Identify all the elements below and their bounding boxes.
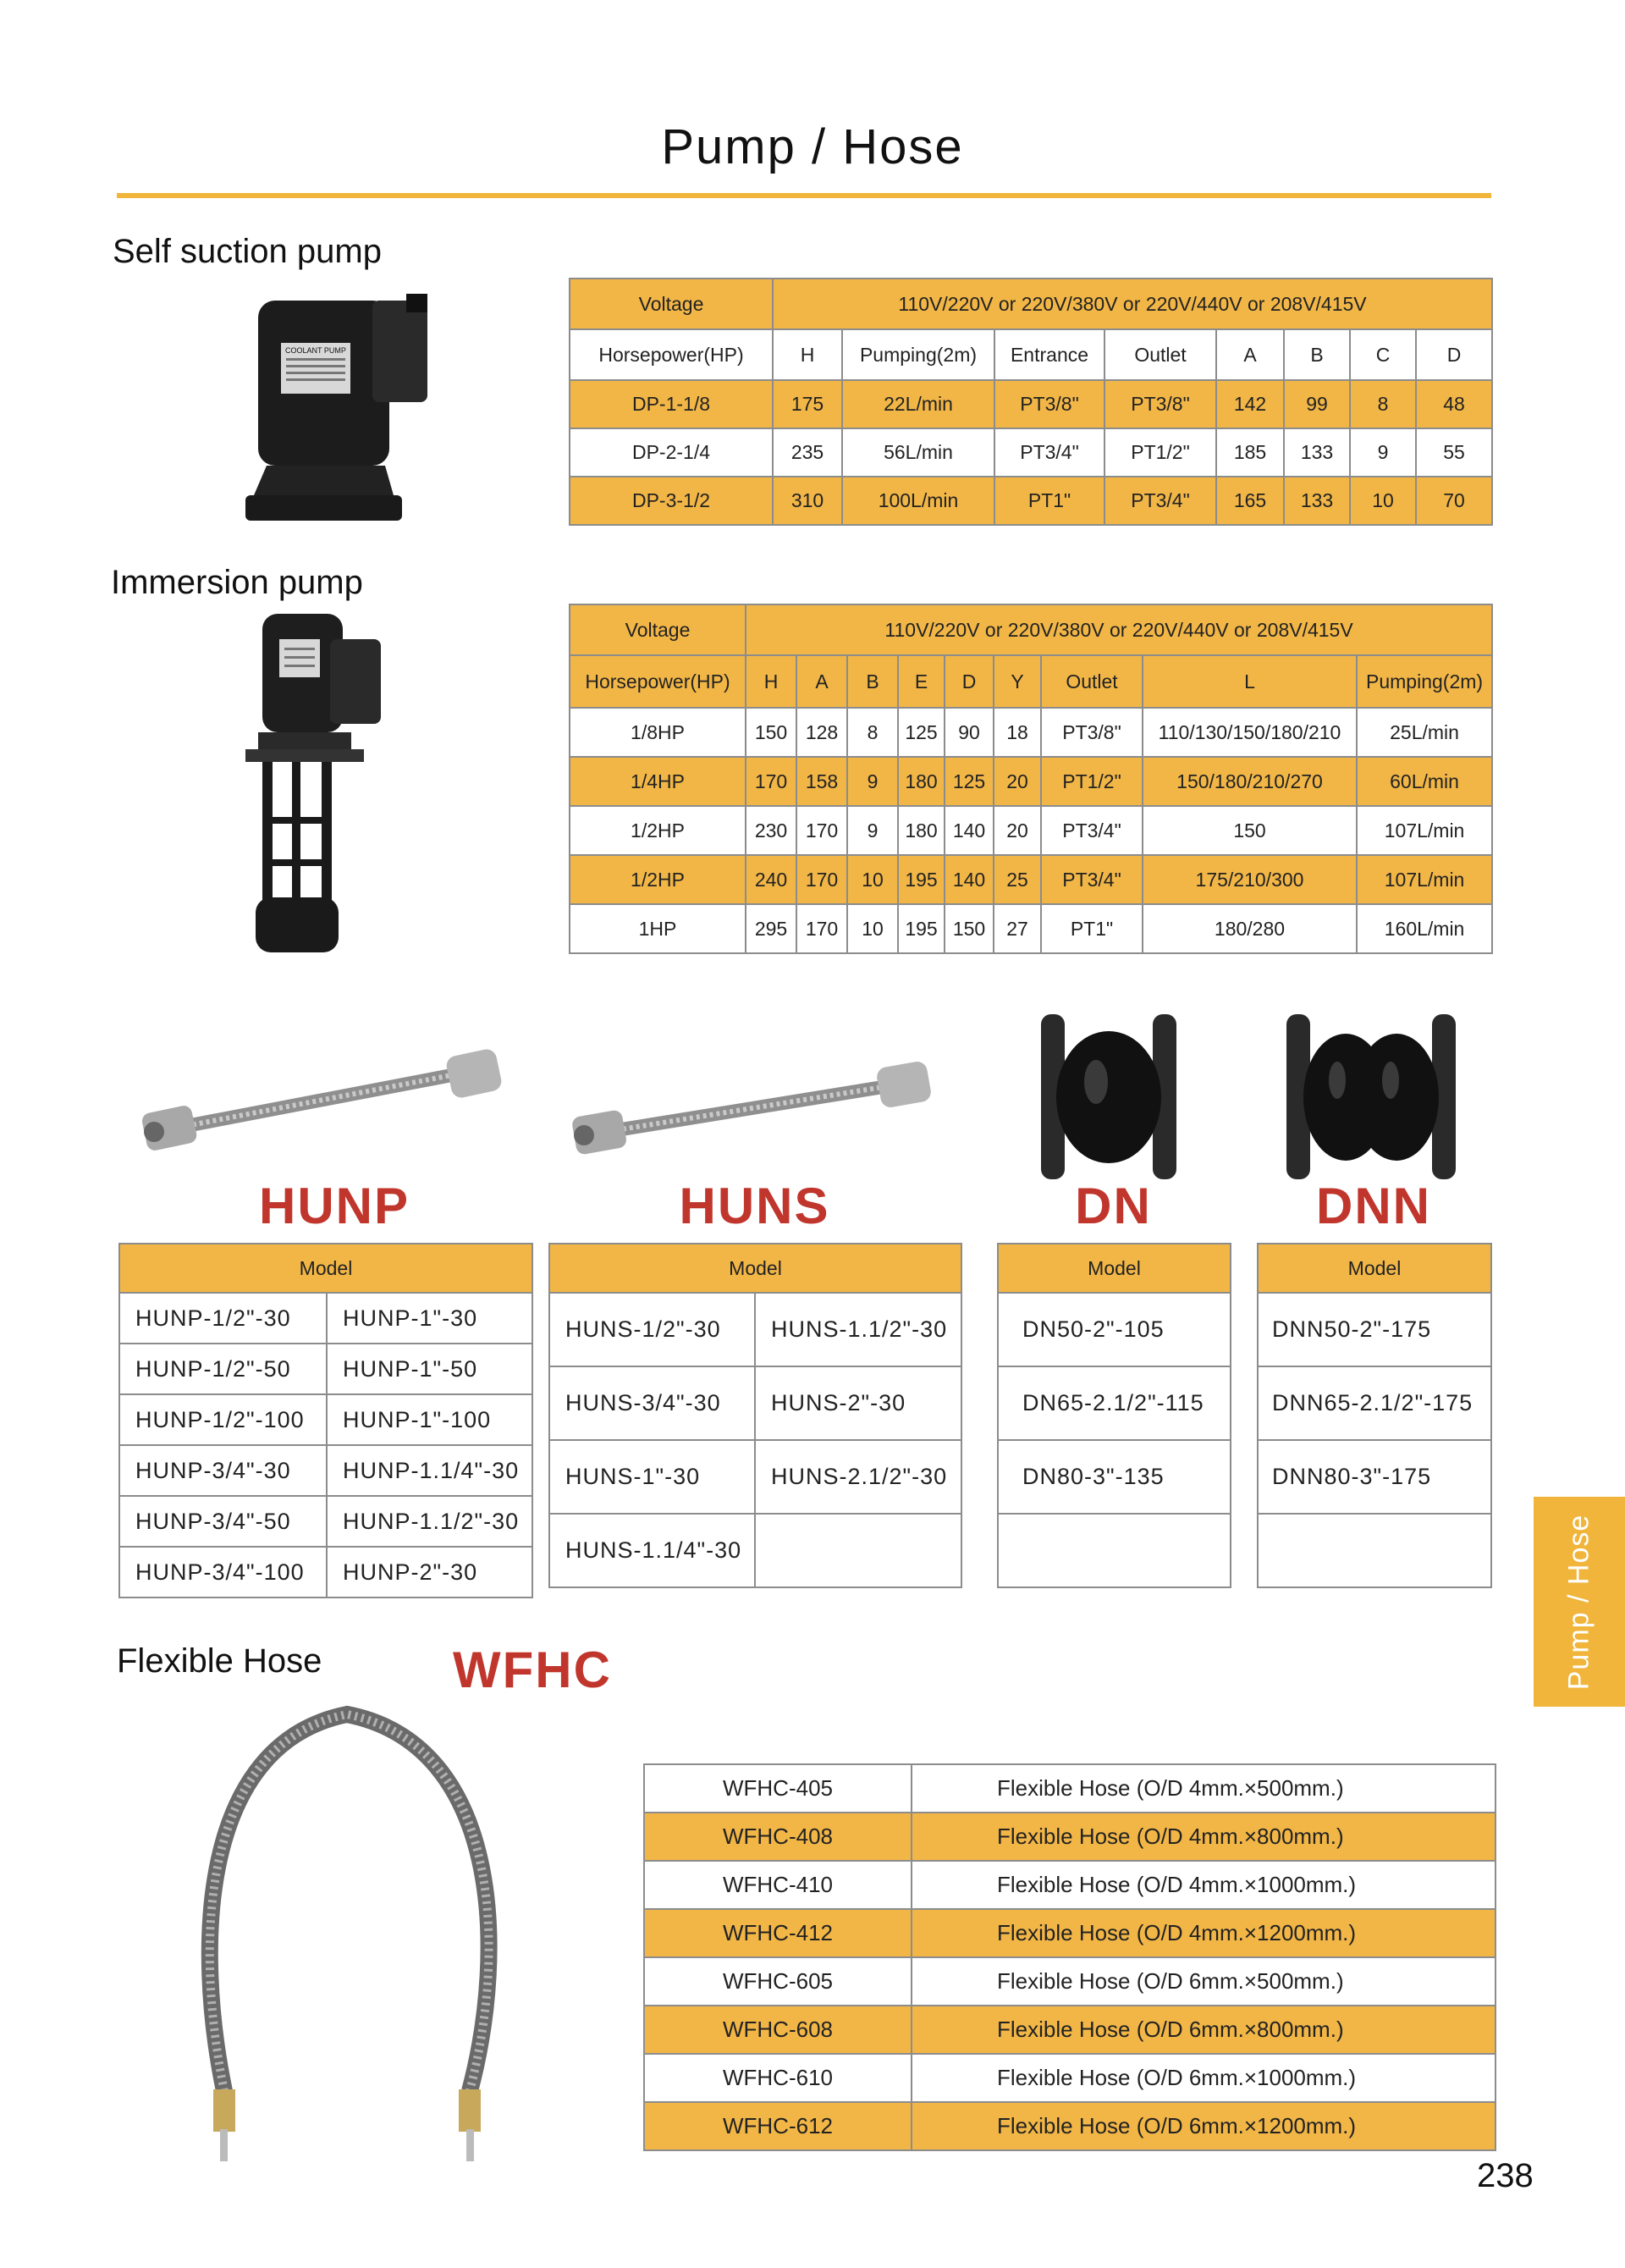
table-cell: 140 (945, 806, 994, 855)
table-cell: 125 (945, 757, 994, 806)
header-cell: A (796, 655, 847, 708)
huns-model-table (548, 1243, 962, 1588)
table-cell: HUNS-2.1/2"-30 (755, 1440, 961, 1514)
table-cell: 20 (994, 806, 1041, 855)
table-cell: Flexible Hose (O/D 4mm.×1200mm.) (912, 1909, 1496, 1957)
table-row (998, 1366, 1231, 1440)
header-cell: Horsepower(HP) (570, 329, 773, 380)
table-row (644, 1957, 1496, 2006)
flexible-hose-heading: Flexible Hose (117, 1642, 322, 1680)
table-cell: HUNP-1/2"-50 (119, 1344, 327, 1394)
table-cell: HUNS-3/4"-30 (549, 1366, 755, 1440)
table-row (570, 806, 1492, 855)
table-cell: HUNS-2"-30 (755, 1366, 961, 1440)
table-cell: WFHC-408 (644, 1813, 912, 1861)
table-cell: 9 (1350, 428, 1416, 477)
table-cell: 150/180/210/270 (1143, 757, 1357, 806)
self-suction-spec-table (569, 278, 1493, 526)
table-cell: DP-2-1/4 (570, 428, 773, 477)
table-cell: 230 (746, 806, 796, 855)
table-cell: 128 (796, 708, 847, 757)
table-row (644, 1764, 1496, 1813)
dn-joint-image (1037, 1006, 1181, 1188)
table-row (1258, 1366, 1491, 1440)
table-row (570, 380, 1492, 428)
table-cell: 90 (945, 708, 994, 757)
table-cell: HUNS-1.1/4"-30 (549, 1514, 755, 1587)
table-cell: 8 (847, 708, 898, 757)
table-cell: 170 (796, 855, 847, 904)
table-cell: DN80-3"-135 (998, 1440, 1231, 1514)
immersion-pump-image (245, 605, 398, 961)
table-cell: PT1" (994, 477, 1104, 525)
table-cell: DN50-2"-105 (998, 1293, 1231, 1366)
header-cell: B (847, 655, 898, 708)
header-cell: E (898, 655, 945, 708)
table-cell: 235 (773, 428, 842, 477)
table-cell: 195 (898, 904, 945, 953)
table-cell: 18 (994, 708, 1041, 757)
table-row (570, 428, 1492, 477)
voltage-label: Voltage (570, 604, 746, 655)
table-cell: PT3/4" (1041, 806, 1143, 855)
table-cell: PT3/4" (994, 428, 1104, 477)
header-cell: H (773, 329, 842, 380)
table-cell: 99 (1284, 380, 1350, 428)
table-cell: PT1/2" (1041, 757, 1143, 806)
table-cell: PT3/8" (994, 380, 1104, 428)
table-cell: 55 (1416, 428, 1492, 477)
table-cell: 165 (1216, 477, 1284, 525)
table-cell: HUNP-3/4"-100 (119, 1547, 327, 1598)
table-row (119, 1394, 532, 1445)
table-cell: HUNP-1"-30 (327, 1293, 532, 1344)
table-cell: 56L/min (842, 428, 994, 477)
table-cell: 150 (1143, 806, 1357, 855)
table-row (570, 477, 1492, 525)
table-cell: 10 (847, 904, 898, 953)
header-cell: Outlet (1041, 655, 1143, 708)
side-tab-label: Pump / Hose (1562, 1514, 1595, 1690)
header-cell: H (746, 655, 796, 708)
table-cell: 1/4HP (570, 757, 746, 806)
table-cell: HUNP-2"-30 (327, 1547, 532, 1598)
table-cell: PT3/8" (1104, 380, 1216, 428)
table-row (549, 1366, 961, 1440)
table-row (119, 1496, 532, 1547)
immersion-heading: Immersion pump (111, 564, 363, 601)
model-header: Model (1258, 1244, 1491, 1293)
table-cell: 180 (898, 757, 945, 806)
voltage-value: 110V/220V or 220V/380V or 220V/440V or 208V/415V (773, 279, 1492, 329)
table-cell: 60L/min (1357, 757, 1492, 806)
table-cell: HUNP-1/2"-100 (119, 1394, 327, 1445)
table-cell: 140 (945, 855, 994, 904)
hunp-model-table (118, 1243, 533, 1598)
header-cell: Outlet (1104, 329, 1216, 380)
table-row (119, 1547, 532, 1598)
table-row (644, 1861, 1496, 1909)
table-cell: 240 (746, 855, 796, 904)
table-cell: 9 (847, 757, 898, 806)
table-row (1258, 1440, 1491, 1514)
table-cell: 107L/min (1357, 806, 1492, 855)
table-cell: 180 (898, 806, 945, 855)
huns-brand-label: HUNS (679, 1178, 830, 1234)
header-cell: L (1143, 655, 1357, 708)
table-cell: 133 (1284, 428, 1350, 477)
table-cell: HUNP-1.1/4"-30 (327, 1445, 532, 1496)
dn-model-table (997, 1243, 1231, 1588)
wfhc-brand-label: WFHC (453, 1642, 612, 1698)
table-cell: 160L/min (1357, 904, 1492, 953)
table-cell: HUNP-1"-100 (327, 1394, 532, 1445)
header-cell: Y (994, 655, 1041, 708)
table-cell: Flexible Hose (O/D 6mm.×800mm.) (912, 2006, 1496, 2054)
table-row (644, 2102, 1496, 2150)
table-cell: WFHC-608 (644, 2006, 912, 2054)
flexible-hose-image (161, 1693, 533, 2167)
page-title: Pump / Hose (661, 119, 964, 174)
table-row (998, 1514, 1231, 1587)
huns-hose-image (565, 1054, 946, 1173)
table-cell: 150 (746, 708, 796, 757)
table-cell: DNN65-2.1/2"-175 (1258, 1366, 1491, 1440)
table-cell: 1/8HP (570, 708, 746, 757)
table-row (549, 1440, 961, 1514)
pump-nameplate-text: COOLANT PUMP (285, 346, 346, 355)
table-cell: HUNS-1/2"-30 (549, 1293, 755, 1366)
table-row (998, 1440, 1231, 1514)
table-cell: 295 (746, 904, 796, 953)
model-header: Model (119, 1244, 532, 1293)
table-cell: 48 (1416, 380, 1492, 428)
table-cell: 10 (847, 855, 898, 904)
dnn-brand-label: DNN (1316, 1178, 1431, 1234)
table-cell: 310 (773, 477, 842, 525)
table-cell: 22L/min (842, 380, 994, 428)
table-cell: 170 (796, 806, 847, 855)
table-cell: 158 (796, 757, 847, 806)
table-cell: Flexible Hose (O/D 6mm.×1000mm.) (912, 2054, 1496, 2102)
table-cell: 1/2HP (570, 855, 746, 904)
table-cell: 195 (898, 855, 945, 904)
table-cell: HUNS-1"-30 (549, 1440, 755, 1514)
voltage-label: Voltage (570, 279, 773, 329)
table-cell: 180/280 (1143, 904, 1357, 953)
dn-brand-label: DN (1075, 1178, 1152, 1234)
table-cell: 10 (1350, 477, 1416, 525)
table-cell: Flexible Hose (O/D 4mm.×1000mm.) (912, 1861, 1496, 1909)
table-cell: DP-1-1/8 (570, 380, 773, 428)
table-cell: 20 (994, 757, 1041, 806)
table-cell: 9 (847, 806, 898, 855)
table-cell: Flexible Hose (O/D 6mm.×1200mm.) (912, 2102, 1496, 2150)
table-cell: DNN50-2"-175 (1258, 1293, 1491, 1366)
header-cell: D (945, 655, 994, 708)
table-cell: WFHC-610 (644, 2054, 912, 2102)
table-cell: 27 (994, 904, 1041, 953)
table-cell: 185 (1216, 428, 1284, 477)
table-cell: WFHC-405 (644, 1764, 912, 1813)
table-cell (1258, 1514, 1491, 1587)
table-cell: 175 (773, 380, 842, 428)
table-row (570, 904, 1492, 953)
table-cell: PT3/4" (1041, 855, 1143, 904)
table-cell: DP-3-1/2 (570, 477, 773, 525)
table-cell: 170 (796, 904, 847, 953)
table-cell: 25L/min (1357, 708, 1492, 757)
table-cell: WFHC-410 (644, 1861, 912, 1909)
model-header: Model (549, 1244, 961, 1293)
page-number: 238 (1477, 2157, 1534, 2194)
table-cell: PT1" (1041, 904, 1143, 953)
table-cell: 175/210/300 (1143, 855, 1357, 904)
table-cell: 110/130/150/180/210 (1143, 708, 1357, 757)
table-cell (755, 1514, 961, 1587)
table-row (644, 2006, 1496, 2054)
table-row (570, 708, 1492, 757)
header-cell: C (1350, 329, 1416, 380)
table-cell: PT3/8" (1041, 708, 1143, 757)
table-row (119, 1445, 532, 1496)
dnn-model-table (1257, 1243, 1492, 1588)
table-cell: HUNP-3/4"-30 (119, 1445, 327, 1496)
header-cell: D (1416, 329, 1492, 380)
table-cell: 107L/min (1357, 855, 1492, 904)
table-cell: HUNP-1/2"-30 (119, 1293, 327, 1344)
table-row (549, 1293, 961, 1366)
table-cell: 133 (1284, 477, 1350, 525)
table-cell: 70 (1416, 477, 1492, 525)
header-cell: Horsepower(HP) (570, 655, 746, 708)
header-cell: Pumping(2m) (842, 329, 994, 380)
title-divider (117, 193, 1491, 198)
table-cell: DN65-2.1/2"-115 (998, 1366, 1231, 1440)
table-cell: PT3/4" (1104, 477, 1216, 525)
table-cell: HUNP-1"-50 (327, 1344, 532, 1394)
table-cell: Flexible Hose (O/D 4mm.×800mm.) (912, 1813, 1496, 1861)
table-cell: 142 (1216, 380, 1284, 428)
hunp-brand-label: HUNP (258, 1178, 410, 1234)
self-suction-heading: Self suction pump (113, 233, 382, 270)
table-row (549, 1514, 961, 1587)
table-cell: WFHC-412 (644, 1909, 912, 1957)
table-row (570, 855, 1492, 904)
table-cell (998, 1514, 1231, 1587)
table-cell: 170 (746, 757, 796, 806)
table-row (644, 2054, 1496, 2102)
table-row (644, 1813, 1496, 1861)
table-row (1258, 1293, 1491, 1366)
table-cell: 1HP (570, 904, 746, 953)
table-cell: WFHC-612 (644, 2102, 912, 2150)
immersion-spec-table (569, 604, 1493, 954)
header-cell: Pumping(2m) (1357, 655, 1492, 708)
header-cell: Entrance (994, 329, 1104, 380)
model-header: Model (998, 1244, 1231, 1293)
self-suction-pump-image (245, 292, 449, 525)
table-row (998, 1293, 1231, 1366)
voltage-value: 110V/220V or 220V/380V or 220V/440V or 208V/415V (746, 604, 1492, 655)
table-row (119, 1344, 532, 1394)
table-cell: Flexible Hose (O/D 4mm.×500mm.) (912, 1764, 1496, 1813)
table-row (119, 1293, 532, 1344)
wfhc-spec-table (643, 1763, 1496, 2151)
dnn-joint-image (1282, 1006, 1460, 1188)
table-cell: HUNS-1.1/2"-30 (755, 1293, 961, 1366)
table-row (644, 1909, 1496, 1957)
table-cell: DNN80-3"-175 (1258, 1440, 1491, 1514)
table-cell: 25 (994, 855, 1041, 904)
table-row (1258, 1514, 1491, 1587)
table-cell: 8 (1350, 380, 1416, 428)
header-cell: A (1216, 329, 1284, 380)
table-cell: 1/2HP (570, 806, 746, 855)
table-row (570, 757, 1492, 806)
table-cell: 100L/min (842, 477, 994, 525)
hunp-hose-image (135, 1037, 516, 1173)
table-cell: Flexible Hose (O/D 6mm.×500mm.) (912, 1957, 1496, 2006)
table-cell: 150 (945, 904, 994, 953)
table-cell: 125 (898, 708, 945, 757)
header-cell: B (1284, 329, 1350, 380)
table-cell: HUNP-1.1/2"-30 (327, 1496, 532, 1547)
table-cell: PT1/2" (1104, 428, 1216, 477)
table-cell: WFHC-605 (644, 1957, 912, 2006)
table-cell: HUNP-3/4"-50 (119, 1496, 327, 1547)
section-side-tab (1534, 1497, 1625, 1707)
